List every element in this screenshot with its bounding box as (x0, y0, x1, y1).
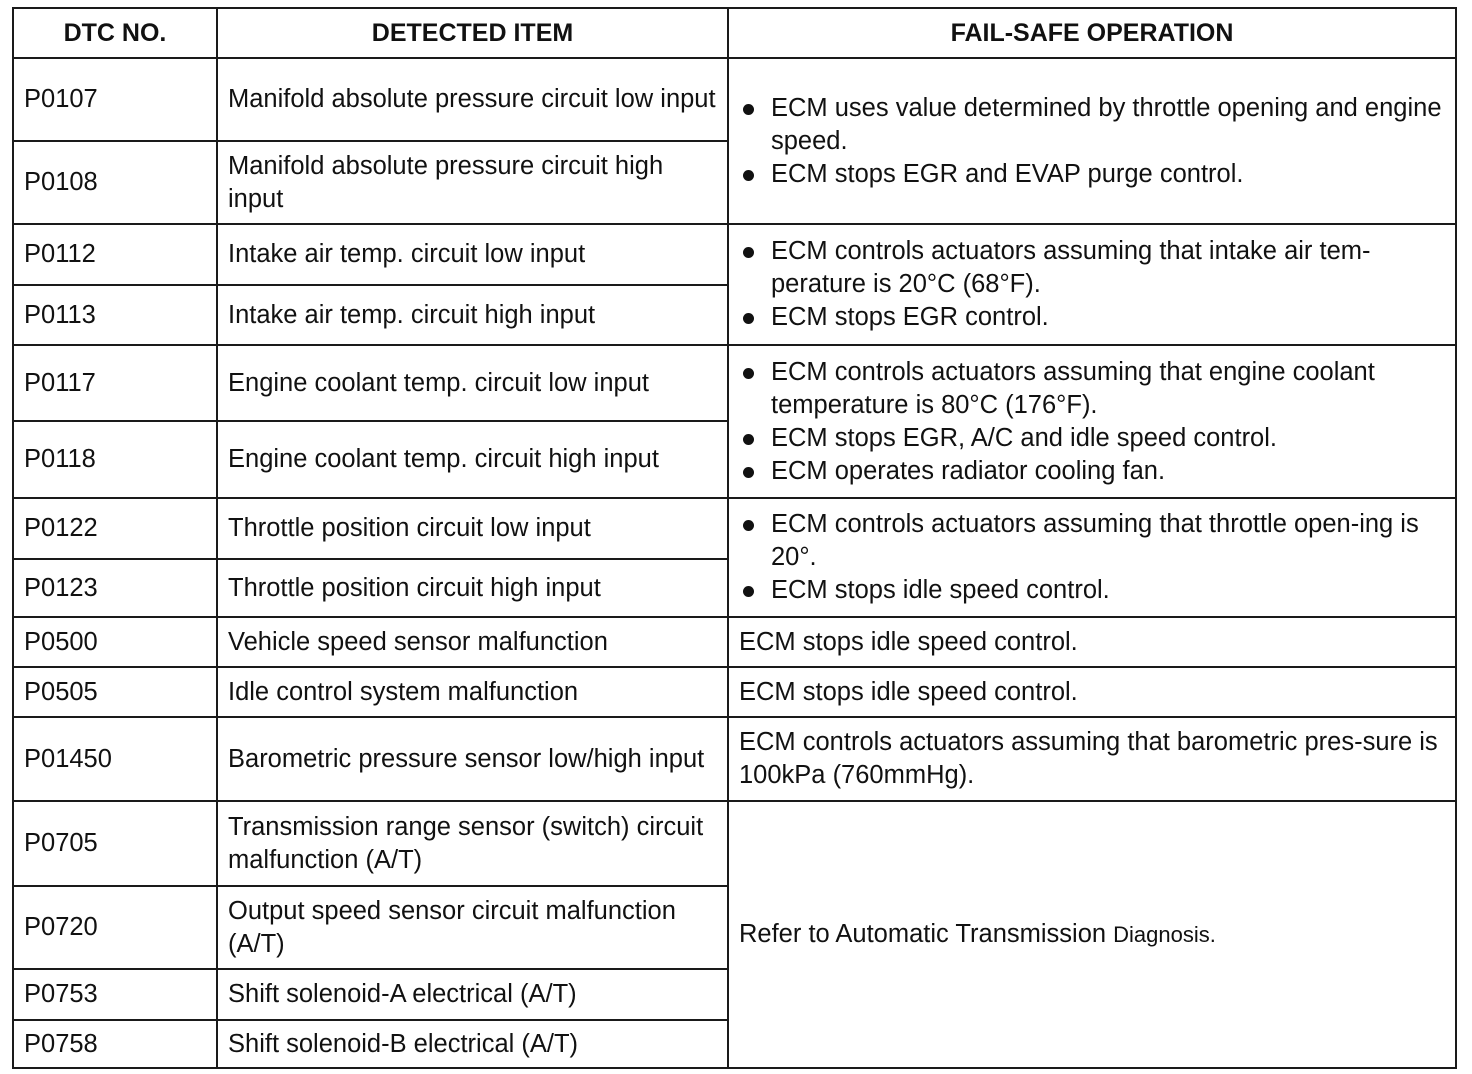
table-row (13, 801, 1456, 886)
detected-item: Shift solenoid-B electrical (A/T) (217, 1020, 728, 1068)
detected-item: Vehicle speed sensor malfunction (217, 617, 728, 667)
detected-item: Shift solenoid-A electrical (A/T) (217, 969, 728, 1020)
detected-item: Idle control system malfunction (217, 667, 728, 717)
detected-item: Intake air temp. circuit high input (217, 285, 728, 345)
table-row (13, 345, 1456, 421)
fail-safe-item: ECM operates radiator cooling fan. (739, 455, 1445, 488)
detected-item: Engine coolant temp. circuit low input (217, 345, 728, 421)
table-row (13, 717, 1456, 801)
fail-safe-list (739, 92, 1445, 191)
fail-safe-list (739, 235, 1445, 334)
dtc-code: P0112 (13, 224, 217, 285)
detected-item: Engine coolant temp. circuit high input (217, 421, 728, 498)
detected-item: Transmission range sensor (switch) circuit malfunction (A/T) (217, 801, 728, 886)
fail-safe-cell: ECM stops idle speed control. (728, 617, 1456, 667)
header-detected-item: DETECTED ITEM (217, 8, 728, 58)
fail-safe-cell (728, 224, 1456, 345)
dtc-fail-safe-table (12, 7, 1457, 1069)
detected-item: Barometric pressure sensor low/high input (217, 717, 728, 801)
header-row (13, 8, 1456, 58)
dtc-code: P0117 (13, 345, 217, 421)
dtc-code: P0108 (13, 141, 217, 224)
dtc-code: P0753 (13, 969, 217, 1020)
dtc-code: P0123 (13, 559, 217, 617)
fail-safe-item: ECM uses value determined by throttle opening and engine speed. (739, 92, 1445, 158)
fail-safe-cell: ECM controls actuators assuming that barometric pres-sure is 100kPa (760mmHg). (728, 717, 1456, 801)
fail-safe-cell (728, 345, 1456, 498)
table-row (13, 617, 1456, 667)
dtc-code: P0122 (13, 498, 217, 559)
dtc-code: P0118 (13, 421, 217, 498)
detected-item: Throttle position circuit high input (217, 559, 728, 617)
table-row (13, 667, 1456, 717)
detected-item: Manifold absolute pressure circuit high input (217, 141, 728, 224)
fail-safe-item: ECM stops EGR, A/C and idle speed control. (739, 422, 1445, 455)
detected-item: Intake air temp. circuit low input (217, 224, 728, 285)
dtc-code: P0113 (13, 285, 217, 345)
fail-safe-cell (728, 498, 1456, 617)
fail-safe-item: ECM controls actuators assuming that intake air tem-perature is 20°C (68°F). (739, 235, 1445, 301)
detected-item: Manifold absolute pressure circuit low input (217, 58, 728, 141)
fail-safe-item: ECM controls actuators assuming that throttle open-ing is 20°. (739, 508, 1445, 574)
table-row (13, 58, 1456, 141)
fail-safe-cell (728, 58, 1456, 224)
dtc-code: P0505 (13, 667, 217, 717)
fail-safe-item: ECM stops EGR and EVAP purge control. (739, 158, 1445, 191)
fail-safe-item: ECM stops idle speed control. (739, 574, 1445, 607)
dtc-code: P0720 (13, 886, 217, 969)
fail-safe-text: Refer to Automatic Transmission (739, 920, 1107, 948)
dtc-code: P0705 (13, 801, 217, 886)
fail-safe-text-suffix: Diagnosis. (1113, 922, 1216, 947)
table-row (13, 224, 1456, 285)
fail-safe-item: ECM stops EGR control. (739, 301, 1445, 334)
detected-item: Throttle position circuit low input (217, 498, 728, 559)
dtc-code: P01450 (13, 717, 217, 801)
fail-safe-list (739, 356, 1445, 488)
table-row (13, 498, 1456, 559)
dtc-code: P0500 (13, 617, 217, 667)
dtc-code: P0758 (13, 1020, 217, 1068)
fail-safe-item: ECM controls actuators assuming that engine coolant temperature is 80°C (176°F). (739, 356, 1445, 422)
fail-safe-cell: ECM stops idle speed control. (728, 667, 1456, 717)
detected-item: Output speed sensor circuit malfunction (A/T) (217, 886, 728, 969)
dtc-code: P0107 (13, 58, 217, 141)
header-fail-safe-operation: FAIL-SAFE OPERATION (728, 8, 1456, 58)
header-dtc-no: DTC NO. (13, 8, 217, 58)
fail-safe-cell (728, 801, 1456, 1068)
fail-safe-list (739, 508, 1445, 607)
